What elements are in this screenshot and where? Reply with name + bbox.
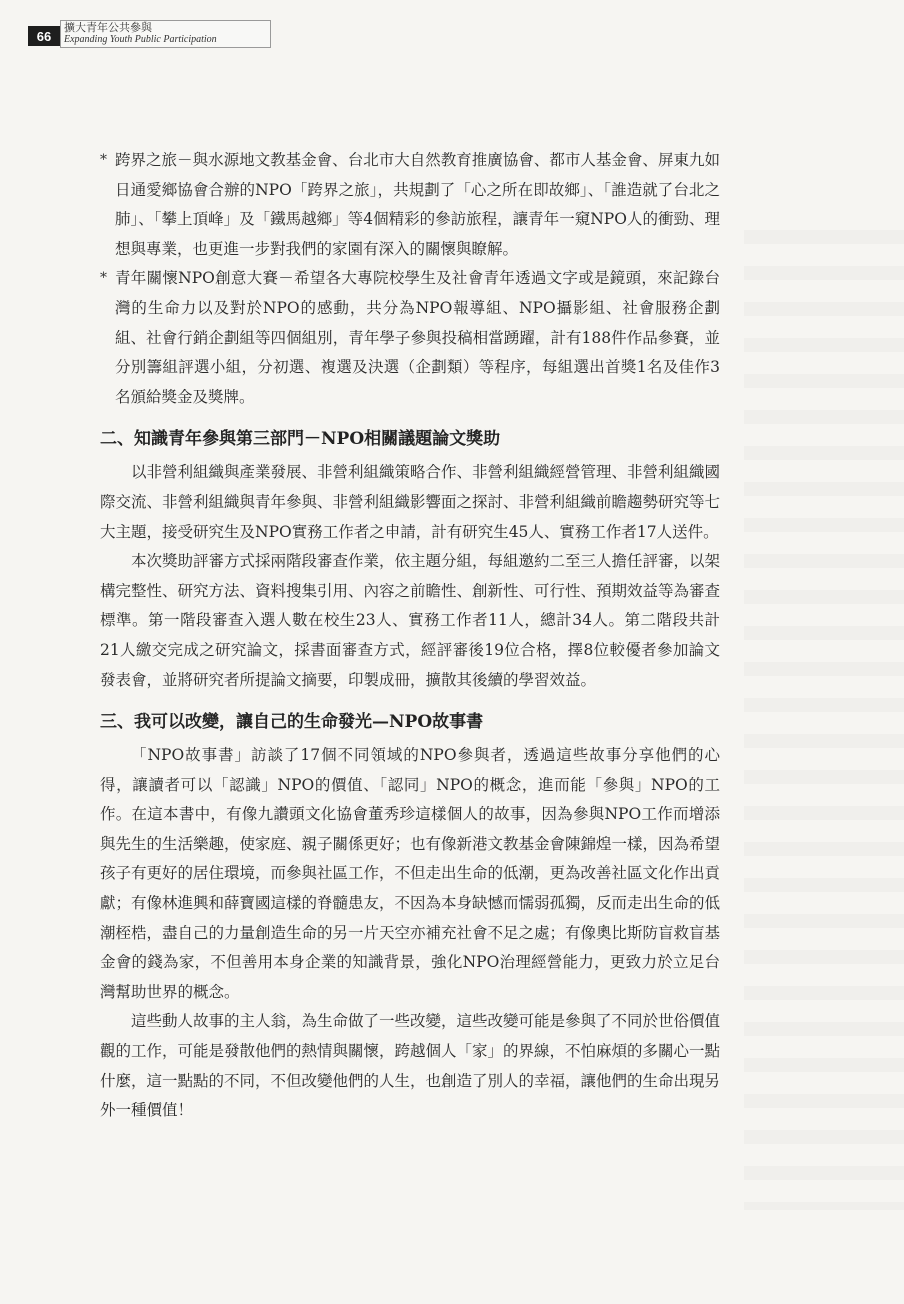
header-title-zh: 擴大青年公共參與 bbox=[64, 21, 152, 34]
paragraph: 本次獎助評審方式採兩階段審查作業，依主題分組，每組邀約二至三人擔任評審，以架構完整性、研究方法、資料搜集引用、內容之前瞻性、創新性、可行性、預期效益等為審查標準。第一階段審查入選人數在校生23人、實務工作者11人，總計34人。第二階段共計21人繳交完成之研究論文，採書面審查方式，經評審後19位合格，擇8位較優者參加論文發表會，並將研究者所提論文摘要，印製成冊，擴散其後續的學習效益。 bbox=[100, 552, 721, 689]
bullet-item-npo-creative-contest bbox=[100, 264, 720, 412]
section-heading-thesis-grant: 二、知識青年參與第三部門－NPO相關議題論文獎助 bbox=[100, 429, 501, 450]
page-number: 66 bbox=[28, 26, 60, 46]
paragraph: 以非營利組織與產業發展、非營利組織策略合作、非營利組織經營管理、非營利組織國際交流、非營利組織與青年參與、非營利組織影響面之探討、非營利組織前瞻趨勢研究等七大主題，接受研究生及NPO實務工作者之申請，計有研究生45人、實務工作者17人送件。 bbox=[100, 463, 721, 541]
header-title-box bbox=[60, 20, 271, 48]
paragraph: 這些動人故事的主人翁，為生命做了一些改變，這些改變可能是參與了不同於世俗價值觀的工作，可能是發散他們的熱情與關懷，跨越個人「家」的界線，不怕麻煩的多關心一點什麼，這一點點的不同，不但改變他們的人生，也創造了別人的幸福，讓他們的生命出現另外一種價值！ bbox=[100, 1012, 721, 1120]
paragraph: 「NPO故事書」訪談了17個不同領域的NPO參與者，透過這些故事分享他們的心得，讓讀者可以「認識」NPO的價值、「認同」NPO的概念，進而能「參與」NPO的工作。在這本書中，有像九讚頭文化協會董秀珍這樣個人的故事，因為參與NPO工作而增添與先生的生活樂趣，使家庭、親子關係更好；也有像新港文教基金會陳錦煌一樣，因為希望孩子有更好的居住環境，而參與社區工作，不但走出生命的低潮，更為改善社區文化作出貢獻；有像林進興和薛寶國這樣的脊髓患友，不因為本身缺憾而懦弱孤獨，反而走出生命的低潮桎梏，盡自己的力量創造生命的另一片天空亦補充社會不足之處；有像奧比斯防盲救盲基金會的錢為家，不但善用本身企業的知識背景，強化NPO治理經營能力，更致力於立足台灣幫助世界的概念。 bbox=[100, 746, 721, 1001]
bullet-item-cross-border-trip bbox=[100, 146, 720, 264]
show-through-texture bbox=[744, 230, 904, 1210]
running-header bbox=[28, 20, 271, 48]
main-content bbox=[100, 146, 720, 1126]
header-title-en: Expanding Youth Public Participation bbox=[64, 34, 217, 45]
bullet-text: 青年關懷NPO創意大賽－希望各大專院校學生及社會青年透過文字或是鏡頭，來記錄台灣的生命力以及對於NPO的感動，共分為NPO報導組、NPO攝影組、社會服務企劃組、社會行銷企劃組等四個組別，青年學子參與投稿相當踴躍，計有188件作品參賽，並分別籌組評選小組，分初選、複選及決選（企劃類）等程序，每組選出首獎1名及佳作3名頒給獎金及獎牌。 bbox=[115, 269, 720, 406]
bullet-asterisk-icon: * bbox=[100, 270, 107, 287]
bullet-asterisk-icon: * bbox=[100, 152, 107, 168]
section-heading-npo-storybook: 三、我可以改變，讓自己的生命發光—NPO故事書 bbox=[100, 712, 484, 733]
bullet-text: 跨界之旅－與水源地文教基金會、台北市大自然教育推廣協會、都市人基金會、屏東九如日通愛鄉協會合辦的NPO「跨界之旅」，共規劃了「心之所在即故鄉」、「誰造就了台北之肺」、「攀上頂峰」及「鐵馬越鄉」等4個精彩的參訪旅程，讓青年一窺NPO人的衝勁、理想與專業，也更進一步對我們的家園有深入的關懷與瞭解。 bbox=[115, 151, 720, 258]
